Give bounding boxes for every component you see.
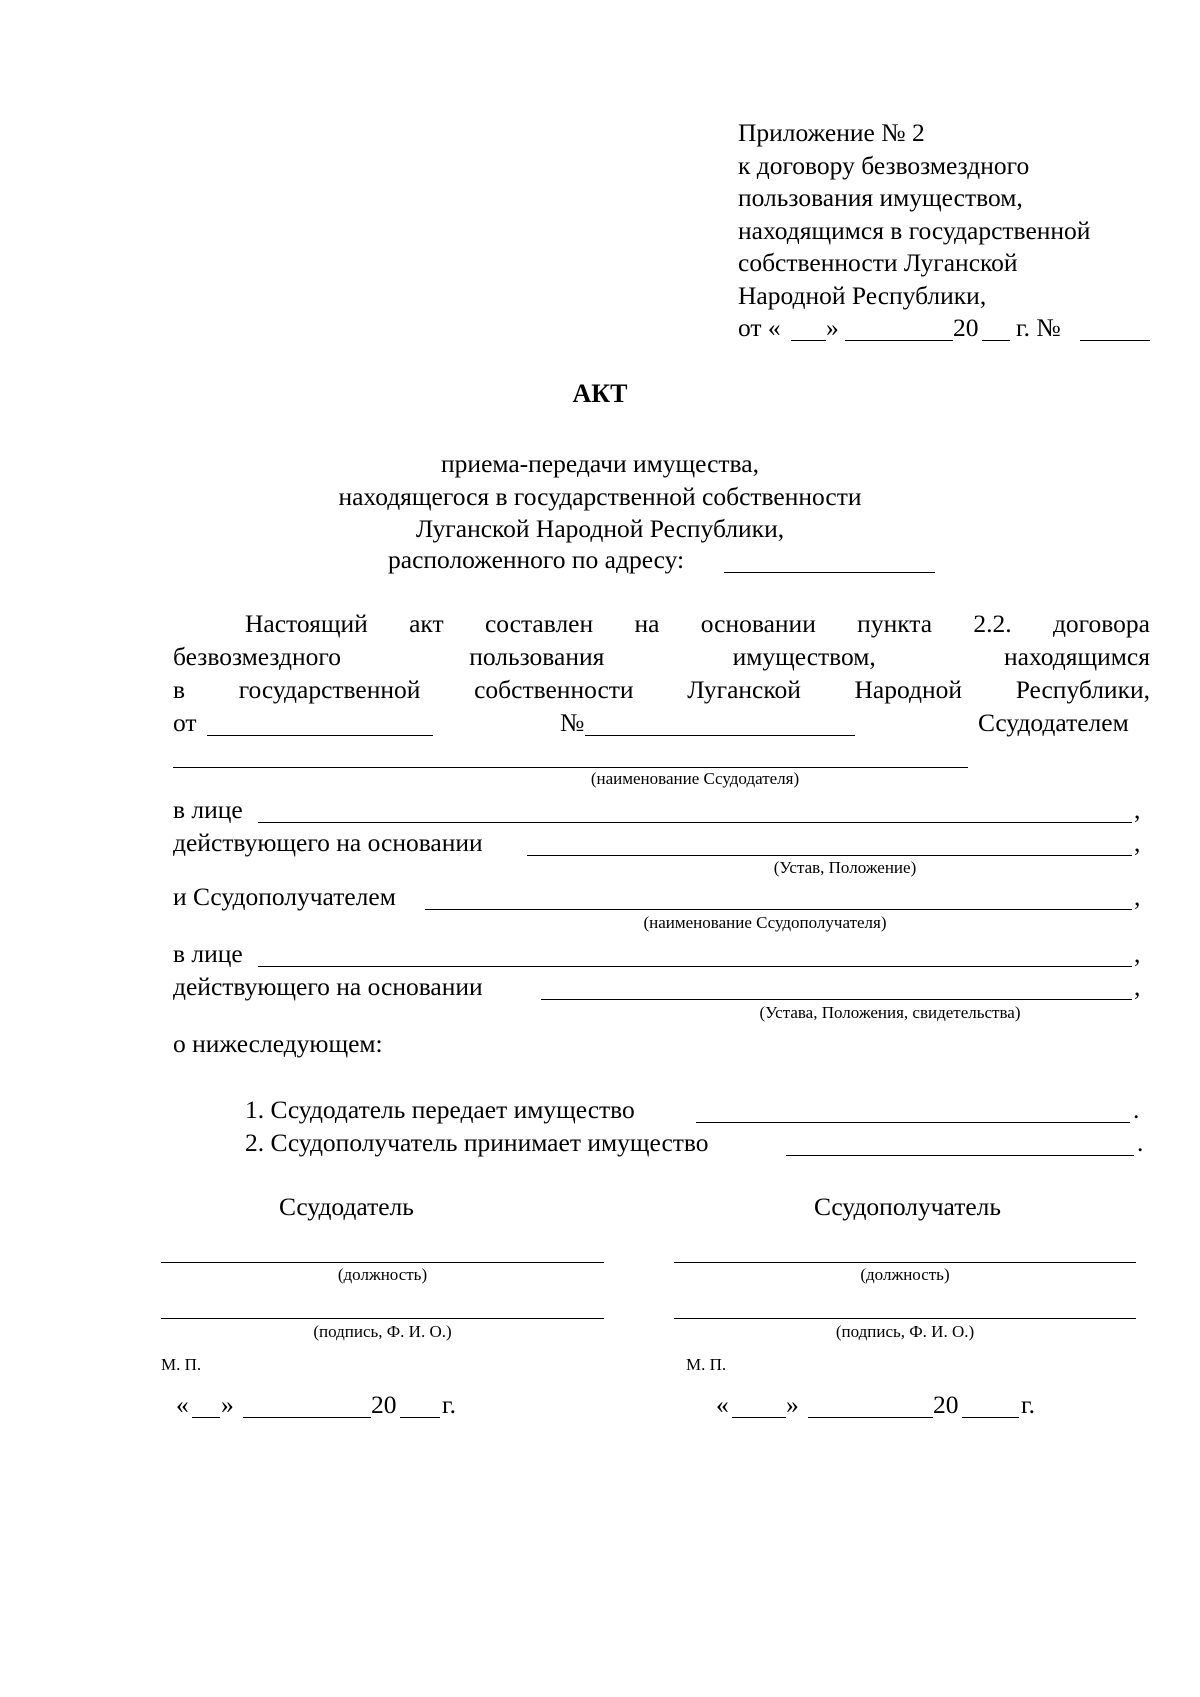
word: находящимся (1004, 642, 1150, 671)
borrower-date-year: 20 (933, 1390, 959, 1419)
row4-lender: Ссудодателем (978, 708, 1129, 737)
appendix-line: к договору безвозмездного (738, 150, 1030, 180)
word: акт (409, 609, 444, 638)
lender-representative-blank (258, 822, 1132, 823)
paragraph-row-3 (173, 675, 1150, 705)
header-number-blank (1080, 340, 1150, 341)
lender-date-g: г. (442, 1390, 456, 1419)
header-date-ot: от « (738, 313, 781, 342)
comma: , (1134, 972, 1141, 1001)
lender-position-blank (161, 1262, 604, 1263)
word: безвозмездного (173, 642, 341, 671)
document-title: АКТ (572, 379, 628, 408)
lender-date-close: » (221, 1390, 234, 1419)
borrower-date-close: » (786, 1390, 799, 1419)
appendix-line: находящимся в государственной (738, 215, 1091, 245)
caption-charter-2: (Устава, Положения, свидетельства) (759, 1003, 1021, 1022)
borrower-year-blank (962, 1417, 1019, 1418)
appendix-header (738, 117, 1090, 312)
item-2-blank (786, 1155, 1134, 1156)
row4-ot: от (173, 708, 197, 737)
word: имуществом, (732, 642, 876, 671)
comma: , (1134, 939, 1141, 968)
in-person-label-1: в лице (173, 795, 243, 824)
word: составлен (484, 609, 594, 638)
word: в (173, 675, 186, 704)
borrower-month-blank (808, 1417, 933, 1418)
word: Настоящий (245, 609, 368, 638)
appendix-line: пользования имуществом, (738, 183, 1023, 212)
caption-borrower-name: (наименование Ссудополучателя) (643, 913, 887, 932)
borrower-basis-blank (541, 999, 1132, 1000)
subtitle-line: приема-передачи имущества, (441, 449, 759, 478)
word: собственности (474, 675, 634, 704)
subtitle-line: находящегося в государственной собственности (338, 481, 862, 511)
word: Республики, (1015, 675, 1150, 704)
borrower-sign-caption: (подпись, Ф. И. О.) (835, 1322, 975, 1341)
paragraph-row-2 (173, 642, 1150, 672)
acting-label-1: действующего на основании (173, 828, 483, 857)
and-borrower-label: и Ссудополучателем (173, 882, 396, 911)
borrower-signature-title: Ссудополучатель (814, 1192, 1002, 1221)
borrower-date-g: г. (1021, 1390, 1035, 1419)
document-subtitle (300, 448, 900, 546)
lender-name-blank (173, 767, 968, 768)
acting-label-2: действующего на основании (173, 972, 483, 1001)
caption-charter-1: (Устав, Положение) (773, 858, 917, 877)
lender-position-caption: (должность) (337, 1265, 428, 1284)
item-2-dot: . (1137, 1128, 1144, 1157)
header-year-blank (982, 340, 1010, 341)
word: Народной (854, 675, 963, 704)
caption-lender-name: (наименование Ссудодателя) (590, 769, 800, 788)
word: пункта (857, 609, 933, 638)
item-2: 2. Ссудополучатель принимает имущество (245, 1128, 709, 1157)
in-person-label-2: в лице (173, 939, 243, 968)
lender-year-blank (400, 1417, 440, 1418)
borrower-date-open: « (716, 1390, 729, 1419)
comma: , (1134, 882, 1141, 911)
subtitle-line: Луганской Народной Республики, (415, 514, 785, 543)
contract-number-blank (585, 735, 855, 736)
paragraph-row-1 (173, 609, 1150, 639)
word: основании (700, 609, 816, 638)
word: 2.2. (973, 609, 1012, 638)
lender-date-year: 20 (371, 1390, 397, 1419)
word: договора (1052, 609, 1150, 638)
lender-day-blank (192, 1417, 220, 1418)
borrower-position-blank (674, 1262, 1136, 1263)
appendix-line: Народной Республики, (738, 280, 987, 310)
lender-stamp: М. П. (161, 1355, 202, 1374)
borrower-sign-blank (674, 1318, 1136, 1319)
item-1-blank (696, 1122, 1130, 1123)
word: государственной (238, 675, 421, 704)
borrower-stamp: М. П. (686, 1355, 727, 1374)
comma: , (1134, 828, 1141, 857)
item-1: 1. Ссудодатель передает имущество (245, 1095, 635, 1124)
lender-month-blank (243, 1417, 371, 1418)
header-day-blank (791, 340, 826, 341)
header-month-blank (845, 340, 953, 341)
lender-date-open: « (176, 1390, 189, 1419)
header-date-qclose: » (826, 313, 839, 342)
word: пользования (469, 642, 605, 671)
row4-no: № (560, 708, 585, 737)
lender-basis-blank (527, 855, 1132, 856)
contract-date-blank (207, 735, 433, 736)
item-1-dot: . (1133, 1095, 1140, 1124)
lender-signature-title: Ссудодатель (279, 1192, 414, 1221)
comma: , (1134, 795, 1141, 824)
following-label: о нижеследующем: (173, 1029, 383, 1058)
lender-sign-blank (161, 1318, 604, 1319)
subtitle-address-label: расположенного по адресу: (388, 545, 685, 574)
borrower-name-blank (425, 909, 1132, 910)
borrower-representative-blank (258, 966, 1132, 967)
word: на (634, 609, 660, 638)
appendix-line: Приложение № 2 (738, 118, 925, 147)
borrower-day-blank (732, 1417, 786, 1418)
header-date-g-no: г. № (1016, 313, 1061, 342)
borrower-position-caption: (должность) (860, 1265, 950, 1284)
address-blank (724, 572, 935, 573)
word: Луганской (687, 675, 801, 704)
header-date-year: 20 (953, 313, 979, 342)
lender-sign-caption: (подпись, Ф. И. О.) (313, 1322, 452, 1341)
appendix-line: собственности Луганской (738, 248, 1018, 277)
